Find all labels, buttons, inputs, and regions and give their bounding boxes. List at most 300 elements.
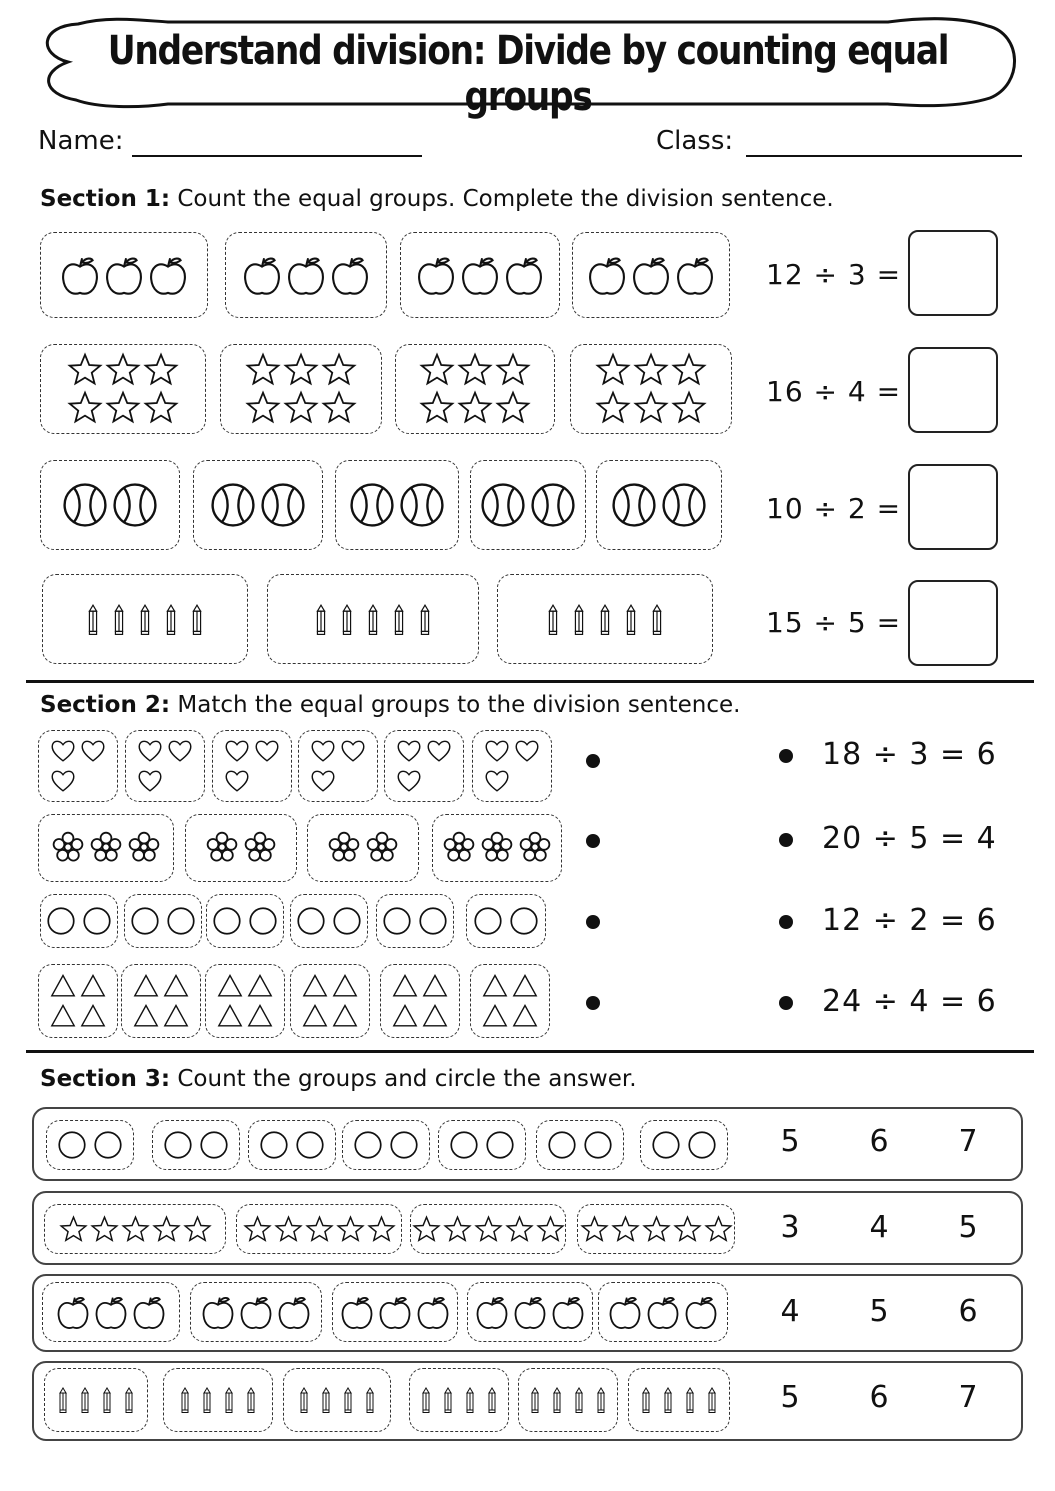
circle-icon (55, 1128, 89, 1162)
s3-r3-group-5 (598, 1282, 728, 1342)
heart-icon (253, 737, 281, 765)
apple-icon (339, 1294, 375, 1330)
s3-r3-group-1 (42, 1282, 180, 1342)
heart-icon (483, 767, 511, 795)
pencil-icon (567, 604, 591, 635)
star-icon (183, 1215, 212, 1244)
s1-r1-group-3 (400, 232, 560, 318)
s2-r2-group-2 (185, 814, 297, 882)
s3-r1-group-5 (438, 1120, 526, 1170)
apple-icon (147, 254, 189, 296)
circle-icon (471, 904, 505, 938)
star-icon (367, 1215, 396, 1244)
triangle-icon (391, 1002, 419, 1030)
s2-r4-group-4 (290, 964, 370, 1038)
s2-left-dot-3[interactable] (586, 915, 600, 929)
triangle-icon (216, 972, 244, 1000)
s1-r4-group-1 (42, 574, 248, 664)
apple-icon (241, 254, 283, 296)
triangle-icon (162, 1002, 190, 1030)
pencil-icon (645, 604, 669, 635)
circle-icon (44, 904, 78, 938)
s2-r4-group-1 (38, 964, 118, 1038)
baseball-icon (479, 481, 527, 529)
pencil-icon (197, 1387, 217, 1413)
star-icon (283, 390, 319, 426)
triangle-icon (301, 1002, 329, 1030)
s3-r3-choice-1[interactable]: 4 (780, 1294, 800, 1329)
triangle-icon (511, 972, 539, 1000)
star-icon (243, 1215, 272, 1244)
s1-r3-group-4 (470, 460, 586, 550)
s3-r1-group-6 (536, 1120, 624, 1170)
s3-r4-group-3 (283, 1368, 391, 1432)
pencil-icon (75, 1387, 95, 1413)
s2-r4-group-3 (205, 964, 285, 1038)
s3-r4-group-5 (518, 1368, 618, 1432)
apple-icon (415, 254, 457, 296)
pencil-icon (387, 604, 411, 635)
star-icon (642, 1215, 671, 1244)
s2-r1-group-3 (212, 730, 292, 802)
section3-title (40, 1066, 637, 1092)
s3-r1-choice-1[interactable]: 5 (780, 1124, 800, 1159)
circle-icon (161, 1128, 195, 1162)
s3-r2-choice-1[interactable]: 3 (780, 1210, 800, 1245)
baseball-icon (209, 481, 257, 529)
circle-icon (581, 1128, 615, 1162)
apple-icon (103, 254, 145, 296)
heart-icon (425, 737, 453, 765)
star-icon (419, 390, 455, 426)
flower-icon (242, 830, 278, 866)
circle-icon (80, 904, 114, 938)
apple-icon (55, 1294, 91, 1330)
apple-icon (285, 254, 327, 296)
s3-r3-group-2 (190, 1282, 322, 1342)
heart-icon (395, 737, 423, 765)
apple-icon (93, 1294, 129, 1330)
pencil-icon (547, 1387, 567, 1413)
pencil-icon (53, 1387, 73, 1413)
circle-icon (387, 1128, 421, 1162)
triangle-icon (301, 972, 329, 1000)
star-icon (457, 352, 493, 388)
triangle-icon (331, 1002, 359, 1030)
baseball-icon (529, 481, 577, 529)
triangle-icon (421, 1002, 449, 1030)
star-icon (67, 352, 103, 388)
apple-icon (459, 254, 501, 296)
pencil-icon (361, 604, 385, 635)
flower-icon (50, 830, 86, 866)
heart-icon (483, 737, 511, 765)
divider-1 (26, 680, 1034, 683)
s2-left-dot-4[interactable] (586, 996, 600, 1010)
s2-r1-group-4 (298, 730, 378, 802)
s2-sentence-3: 12 ÷ 2 = 6 (822, 903, 997, 938)
apple-icon (377, 1294, 413, 1330)
s3-r2-group-4 (577, 1204, 735, 1254)
pencil-icon (482, 1387, 502, 1413)
pencil-icon (619, 604, 643, 635)
pencil-icon (175, 1387, 195, 1413)
flower-icon (326, 830, 362, 866)
star-icon (305, 1215, 334, 1244)
circle-icon (210, 904, 244, 938)
s1-r2-group-1 (40, 344, 206, 434)
flower-icon (517, 830, 553, 866)
circle-icon (649, 1128, 683, 1162)
s2-r3-group-3 (206, 894, 284, 948)
pencil-icon (525, 1387, 545, 1413)
triangle-icon (79, 1002, 107, 1030)
apple-icon (276, 1294, 312, 1330)
s3-r1-group-4 (342, 1120, 430, 1170)
star-icon (90, 1215, 119, 1244)
pencil-icon (338, 1387, 358, 1413)
s2-r1-group-5 (384, 730, 464, 802)
s2-r3-group-5 (376, 894, 454, 948)
s1-r3-group-3 (335, 460, 459, 550)
apple-icon (329, 254, 371, 296)
pencil-icon (591, 1387, 611, 1413)
s3-r4-group-2 (163, 1368, 273, 1432)
star-icon (245, 352, 281, 388)
s1-equation-2: 16 ÷ 4 = (766, 375, 902, 408)
star-icon (633, 352, 669, 388)
s1-answer-box-1[interactable] (908, 230, 998, 316)
circle-icon (91, 1128, 125, 1162)
flower-icon (204, 830, 240, 866)
circle-icon (483, 1128, 517, 1162)
circle-icon (128, 904, 162, 938)
apple-icon (645, 1294, 681, 1330)
star-icon (321, 352, 357, 388)
apple-icon (59, 254, 101, 296)
circle-icon (685, 1128, 719, 1162)
baseball-icon (259, 481, 307, 529)
section1-title (40, 186, 834, 212)
s1-r4-group-3 (497, 574, 713, 664)
baseball-icon (398, 481, 446, 529)
triangle-icon (391, 972, 419, 1000)
circle-icon (416, 904, 450, 938)
section2-instruction: Match the equal groups to the division sentence. (177, 692, 741, 718)
triangle-icon (246, 1002, 274, 1030)
baseball-icon (610, 481, 658, 529)
circle-icon (197, 1128, 231, 1162)
heart-icon (49, 767, 77, 795)
s1-r2-group-2 (220, 344, 382, 434)
star-icon (671, 390, 707, 426)
page-title: Understand division: Divide by counting equal groups (107, 28, 949, 120)
s3-r1-group-3 (248, 1120, 336, 1170)
star-icon (671, 352, 707, 388)
s3-r4-choice-1[interactable]: 5 (780, 1380, 800, 1415)
flower-icon (479, 830, 515, 866)
star-icon (59, 1215, 88, 1244)
flower-icon (126, 830, 162, 866)
star-icon (704, 1215, 733, 1244)
s1-r1-group-4 (572, 232, 730, 318)
star-icon (105, 352, 141, 388)
apple-icon (503, 254, 545, 296)
pencil-icon (119, 1387, 139, 1413)
apple-icon (415, 1294, 451, 1330)
s3-r4-group-1 (44, 1368, 148, 1432)
name-line[interactable] (132, 155, 422, 157)
triangle-icon (421, 972, 449, 1000)
heart-icon (395, 767, 423, 795)
pencil-icon (460, 1387, 480, 1413)
s2-sentence-1: 18 ÷ 3 = 6 (822, 737, 997, 772)
star-icon (245, 390, 281, 426)
triangle-icon (132, 972, 160, 1000)
star-icon (143, 352, 179, 388)
star-icon (673, 1215, 702, 1244)
star-icon (505, 1215, 534, 1244)
star-icon (580, 1215, 609, 1244)
section2-title (40, 692, 740, 718)
apple-icon (131, 1294, 167, 1330)
s2-r3-group-2 (124, 894, 202, 948)
s3-r4-group-6 (628, 1368, 730, 1432)
s2-r2-group-1 (38, 814, 174, 882)
circle-icon (246, 904, 280, 938)
star-icon (474, 1215, 503, 1244)
star-icon (105, 390, 141, 426)
pencil-icon (107, 604, 131, 635)
circle-icon (164, 904, 198, 938)
pencil-icon (185, 604, 209, 635)
apple-icon (674, 254, 716, 296)
s2-r1-group-6 (472, 730, 552, 802)
class-line[interactable] (746, 155, 1022, 157)
triangle-icon (162, 972, 190, 1000)
pencil-icon (159, 604, 183, 635)
apple-icon (550, 1294, 586, 1330)
triangle-icon (49, 1002, 77, 1030)
baseball-icon (348, 481, 396, 529)
s1-r4-group-2 (267, 574, 479, 664)
apple-icon (630, 254, 672, 296)
heart-icon (136, 737, 164, 765)
pencil-icon (416, 1387, 436, 1413)
star-icon (412, 1215, 441, 1244)
s3-r2-group-1 (44, 1204, 226, 1254)
section1-label: Section 1: (40, 186, 171, 212)
baseball-icon (61, 481, 109, 529)
s2-right-dot-4[interactable] (779, 996, 793, 1010)
s3-r4-choice-2[interactable]: 6 (869, 1380, 889, 1415)
circle-icon (293, 1128, 327, 1162)
triangle-icon (331, 972, 359, 1000)
baseball-icon (660, 481, 708, 529)
circle-icon (507, 904, 541, 938)
pencil-icon (541, 604, 565, 635)
circle-icon (294, 904, 328, 938)
s3-r1-group-7 (640, 1120, 728, 1170)
star-icon (67, 390, 103, 426)
star-icon (495, 352, 531, 388)
heart-icon (79, 737, 107, 765)
s2-left-dot-1[interactable] (586, 754, 600, 768)
triangle-icon (246, 972, 274, 1000)
heart-icon (223, 767, 251, 795)
pencil-icon (680, 1387, 700, 1413)
star-icon (336, 1215, 365, 1244)
star-icon (457, 390, 493, 426)
s3-r1-group-1 (46, 1120, 134, 1170)
s3-r1-group-2 (152, 1120, 240, 1170)
s2-r1-group-2 (125, 730, 205, 802)
s3-r1-choice-3[interactable]: 7 (958, 1124, 978, 1159)
pencil-icon (294, 1387, 314, 1413)
circle-icon (330, 904, 364, 938)
star-icon (536, 1215, 565, 1244)
s2-right-dot-3[interactable] (779, 915, 793, 929)
apple-icon (512, 1294, 548, 1330)
circle-icon (447, 1128, 481, 1162)
triangle-icon (132, 1002, 160, 1030)
pencil-icon (413, 604, 437, 635)
s3-r3-group-3 (332, 1282, 458, 1342)
s2-r3-group-1 (40, 894, 118, 948)
apple-icon (607, 1294, 643, 1330)
heart-icon (49, 737, 77, 765)
star-icon (143, 390, 179, 426)
s2-right-dot-2[interactable] (779, 833, 793, 847)
star-icon (152, 1215, 181, 1244)
s1-r1-group-2 (225, 232, 387, 318)
star-icon (595, 390, 631, 426)
triangle-icon (49, 972, 77, 1000)
baseball-icon (111, 481, 159, 529)
s2-sentence-2: 20 ÷ 5 = 4 (822, 821, 997, 856)
apple-icon (474, 1294, 510, 1330)
s1-equation-4: 15 ÷ 5 = (766, 606, 902, 639)
circle-icon (545, 1128, 579, 1162)
divider-2 (26, 1050, 1034, 1053)
star-icon (611, 1215, 640, 1244)
star-icon (419, 352, 455, 388)
triangle-icon (79, 972, 107, 1000)
name-label: Name: (38, 126, 124, 156)
pencil-icon (81, 604, 105, 635)
s1-r3-group-2 (193, 460, 323, 550)
star-icon (274, 1215, 303, 1244)
pencil-icon (309, 604, 333, 635)
apple-icon (586, 254, 628, 296)
flower-icon (441, 830, 477, 866)
s1-r2-group-3 (395, 344, 555, 434)
star-icon (121, 1215, 150, 1244)
circle-icon (351, 1128, 385, 1162)
s2-r2-group-4 (432, 814, 562, 882)
triangle-icon (481, 1002, 509, 1030)
s1-answer-box-2[interactable] (908, 347, 998, 433)
apple-icon (683, 1294, 719, 1330)
apple-icon (238, 1294, 274, 1330)
pencil-icon (360, 1387, 380, 1413)
s3-r3-choice-3[interactable]: 6 (958, 1294, 978, 1329)
s1-r2-group-4 (570, 344, 732, 434)
triangle-icon (481, 972, 509, 1000)
heart-icon (339, 737, 367, 765)
s2-right-dot-1[interactable] (779, 749, 793, 763)
pencil-icon (658, 1387, 678, 1413)
heart-icon (309, 767, 337, 795)
s3-r2-group-2 (236, 1204, 402, 1254)
pencil-icon (593, 604, 617, 635)
section3-label: Section 3: (40, 1066, 171, 1092)
circle-icon (380, 904, 414, 938)
s3-r2-choice-2[interactable]: 4 (869, 1210, 889, 1245)
apple-icon (200, 1294, 236, 1330)
star-icon (321, 390, 357, 426)
pencil-icon (241, 1387, 261, 1413)
star-icon (495, 390, 531, 426)
s2-left-dot-2[interactable] (586, 834, 600, 848)
s1-equation-3: 10 ÷ 2 = (766, 492, 902, 525)
section3-instruction: Count the groups and circle the answer. (177, 1066, 637, 1092)
s2-r1-group-1 (38, 730, 118, 802)
class-label: Class: (656, 126, 734, 156)
section1-instruction: Count the equal groups. Complete the division sentence. (177, 186, 834, 212)
s3-r4-choice-3[interactable]: 7 (958, 1380, 978, 1415)
heart-icon (223, 737, 251, 765)
pencil-icon (316, 1387, 336, 1413)
star-icon (633, 390, 669, 426)
s3-r3-choice-2[interactable]: 5 (869, 1294, 889, 1329)
s2-r3-group-4 (290, 894, 368, 948)
pencil-icon (636, 1387, 656, 1413)
s3-r3-group-4 (467, 1282, 593, 1342)
star-icon (283, 352, 319, 388)
s1-answer-box-4[interactable] (908, 580, 998, 666)
pencil-icon (219, 1387, 239, 1413)
s2-r2-group-3 (307, 814, 419, 882)
heart-icon (136, 767, 164, 795)
s1-r1-group-1 (40, 232, 208, 318)
s2-r4-group-5 (380, 964, 460, 1038)
pencil-icon (569, 1387, 589, 1413)
heart-icon (309, 737, 337, 765)
s3-r4-group-4 (409, 1368, 509, 1432)
flower-icon (88, 830, 124, 866)
heart-icon (513, 737, 541, 765)
s2-r4-group-6 (470, 964, 550, 1038)
pencil-icon (97, 1387, 117, 1413)
pencil-icon (438, 1387, 458, 1413)
s3-r2-choice-3[interactable]: 5 (958, 1210, 978, 1245)
s1-r3-group-1 (40, 460, 180, 550)
triangle-icon (511, 1002, 539, 1030)
section2-label: Section 2: (40, 692, 171, 718)
s1-r3-group-5 (596, 460, 722, 550)
s1-equation-1: 12 ÷ 3 = (766, 258, 902, 291)
s2-r3-group-6 (466, 894, 546, 948)
s2-sentence-4: 24 ÷ 4 = 6 (822, 984, 997, 1019)
star-icon (595, 352, 631, 388)
s3-r1-choice-2[interactable]: 6 (869, 1124, 889, 1159)
heart-icon (166, 737, 194, 765)
pencil-icon (335, 604, 359, 635)
s1-answer-box-3[interactable] (908, 464, 998, 550)
s2-r4-group-2 (121, 964, 201, 1038)
flower-icon (364, 830, 400, 866)
